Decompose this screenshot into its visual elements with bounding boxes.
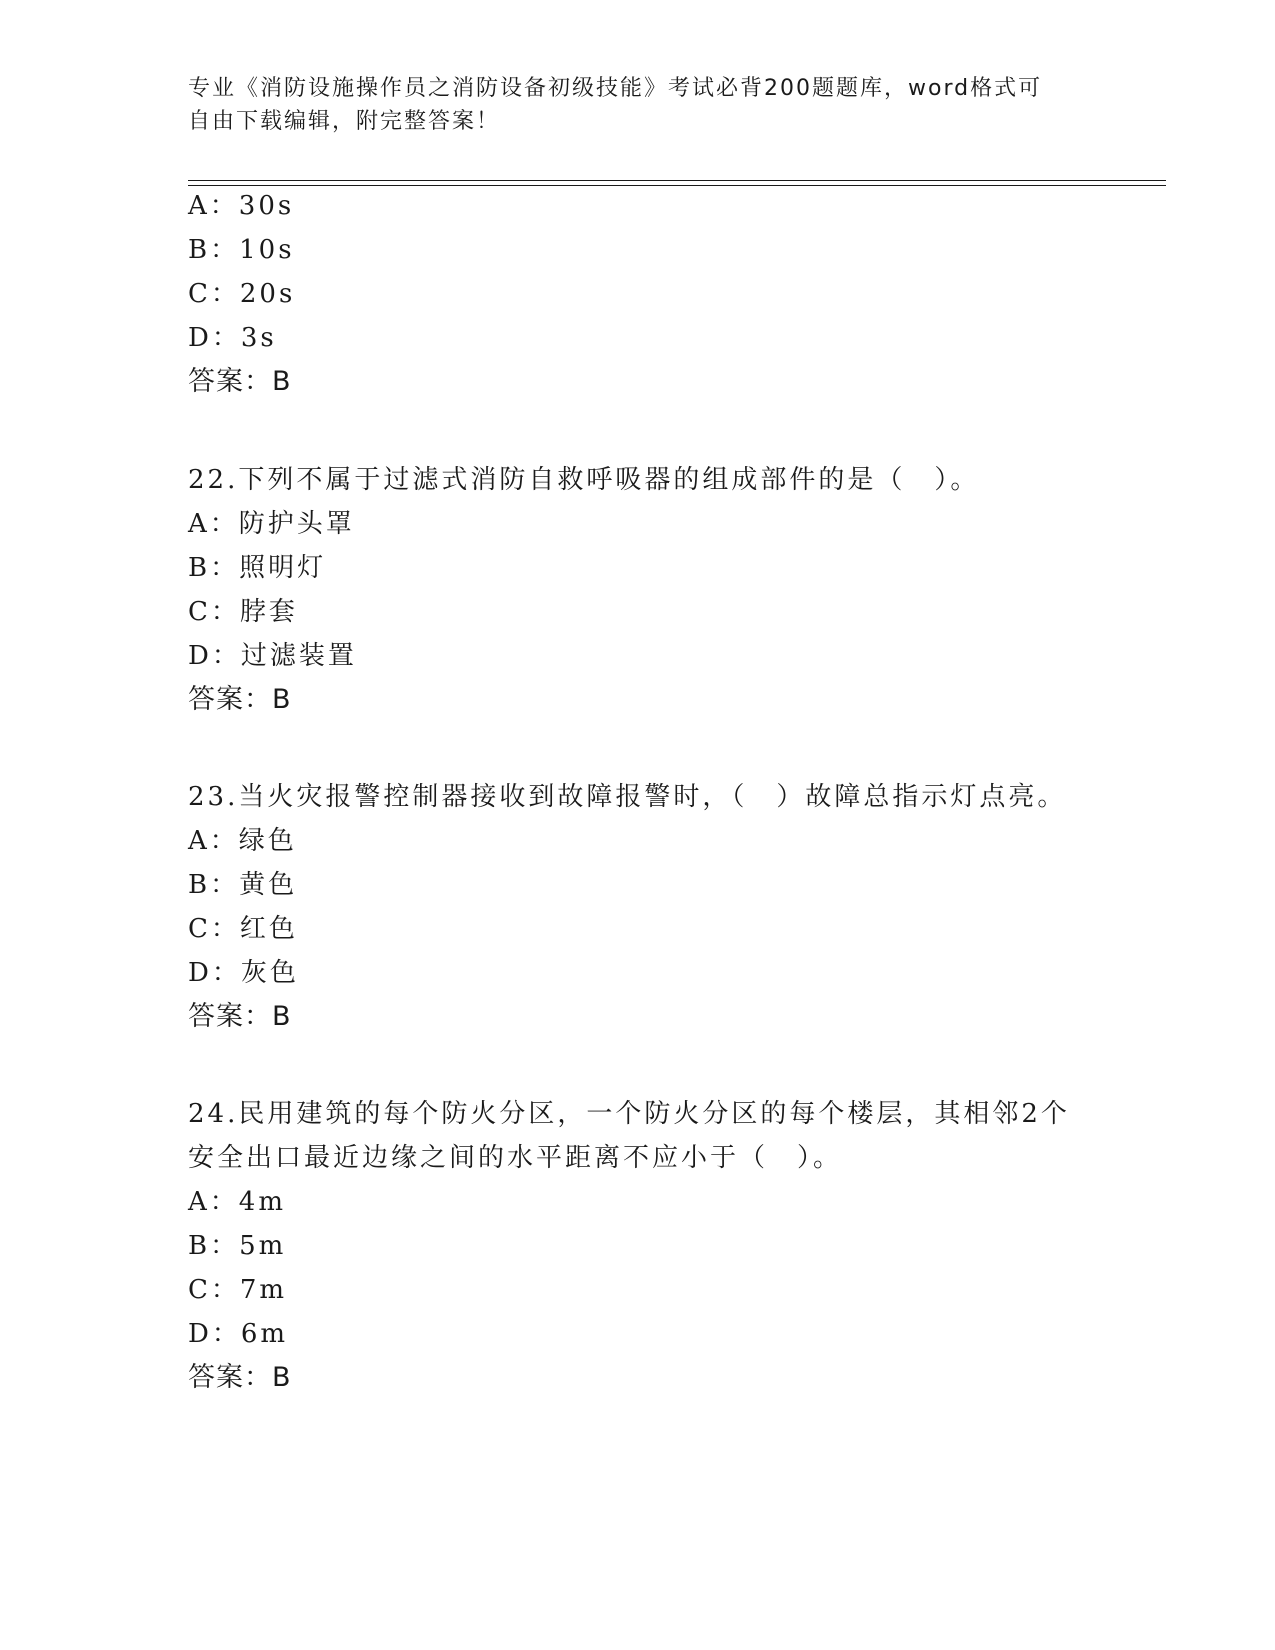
option-b: B：照明灯 <box>188 553 327 583</box>
question-stem-line-2: 安全出口最近边缘之间的水平距离不应小于（ ）。 <box>188 1143 843 1173</box>
question-stem: 23.当火灾报警控制器接收到故障报警时，（ ）故障总指示灯点亮。 <box>188 782 1067 812</box>
question-stem: 22.下列不属于过滤式消防自救呼吸器的组成部件的是（ ）。 <box>188 465 980 495</box>
answer-line: 答案：B <box>188 1001 292 1032</box>
option-a: A：绿色 <box>188 826 297 856</box>
header-divider-bottom <box>188 185 1166 186</box>
option-a: A：4m <box>188 1187 286 1217</box>
answer-line: 答案：B <box>188 1362 292 1393</box>
option-a: A：防护头罩 <box>188 509 355 539</box>
option-c: C：红色 <box>188 914 298 944</box>
document-header <box>188 72 1068 138</box>
header-line-2: 自由下载编辑，附完整答案！ <box>188 109 501 134</box>
answer-line: 答案：B <box>188 684 292 715</box>
option-d: D：3s <box>188 323 277 353</box>
option-a: A：30s <box>188 191 295 221</box>
option-c: C：脖套 <box>188 597 298 627</box>
option-c: C：20s <box>188 279 296 309</box>
option-d: D：6m <box>188 1319 289 1349</box>
option-b: B：5m <box>188 1231 287 1261</box>
question-stem-line-1: 24.民用建筑的每个防火分区，一个防火分区的每个楼层，其相邻2个 <box>188 1099 1070 1129</box>
option-d: D：过滤装置 <box>188 641 357 671</box>
option-c: C：7m <box>188 1275 288 1305</box>
option-b: B：黄色 <box>188 870 298 900</box>
header-line-1: 专业《消防设施操作员之消防设备初级技能》考试必背200题题库，word格式可 <box>188 76 1043 101</box>
answer-line: 答案：B <box>188 366 292 397</box>
option-d: D：灰色 <box>188 958 299 988</box>
header-divider-top <box>188 180 1166 181</box>
option-b: B：10s <box>188 235 295 265</box>
